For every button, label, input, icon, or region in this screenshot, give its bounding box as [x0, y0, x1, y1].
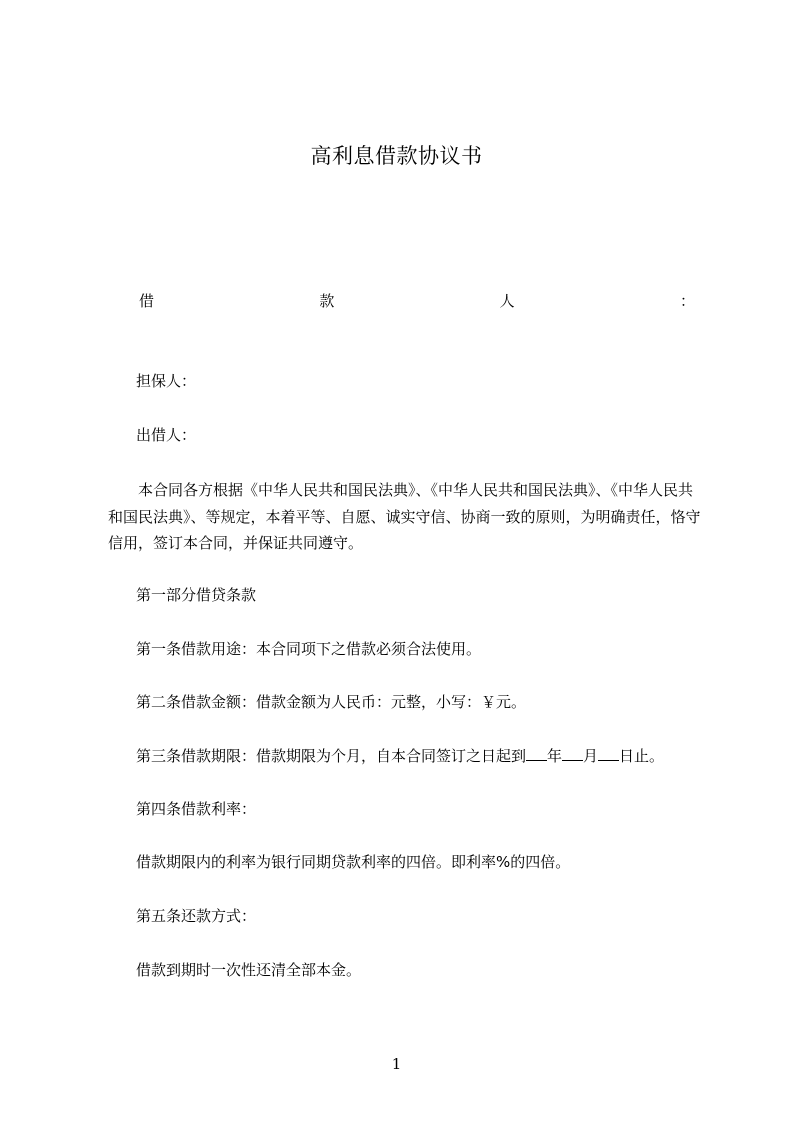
part1-heading: 第一部分借贷条款 — [136, 586, 257, 604]
article2-text: 第二条借款金额：借款金额为人民币：元整，小写：￥元。 — [136, 693, 527, 711]
document-title: 高利息借款协议书 — [310, 144, 483, 168]
article1-text: 第一条借款用途：本合同项下之借款必须合法使用。 — [136, 640, 482, 658]
day-unit: 日止。 — [619, 747, 665, 765]
year-blank — [526, 746, 547, 761]
month-blank — [562, 746, 583, 761]
guarantor-label: 担保人： — [136, 372, 197, 390]
borrower-label-char-1: 借 — [139, 292, 155, 310]
month-unit: 月 — [583, 747, 599, 765]
page-number: 1 — [391, 1055, 402, 1073]
article3-prefix: 第三条借款期限：借款期限为个月，自本合同签订之日起到 — [136, 747, 527, 765]
borrower-label-colon: ： — [679, 292, 695, 310]
article5-heading: 第五条还款方式： — [136, 907, 257, 925]
borrower-label-row — [139, 290, 695, 311]
day-blank — [598, 746, 619, 761]
year-unit: 年 — [547, 747, 563, 765]
lender-label: 出借人： — [136, 426, 197, 444]
article4-text: 借款期限内的利率为银行同期贷款利率的四倍。即利率%的四倍。 — [136, 853, 571, 871]
borrower-label-char-2: 款 — [319, 292, 335, 310]
article3-text — [136, 745, 664, 766]
article4-heading: 第四条借款利率： — [136, 800, 257, 818]
borrower-label-char-3: 人 — [499, 292, 515, 310]
preamble-paragraph: 本合同各方根据《中华人民共和国民法典》、《中华人民共和国民法典》、《中华人民共和国民法典》、等规定，本着平等、自愿、诚实守信、协商一致的原则，为明确责任，恪守信用，签订本合同，并保证共同遵守。 — [108, 481, 701, 552]
article5-text: 借款到期时一次性还清全部本金。 — [136, 961, 362, 979]
